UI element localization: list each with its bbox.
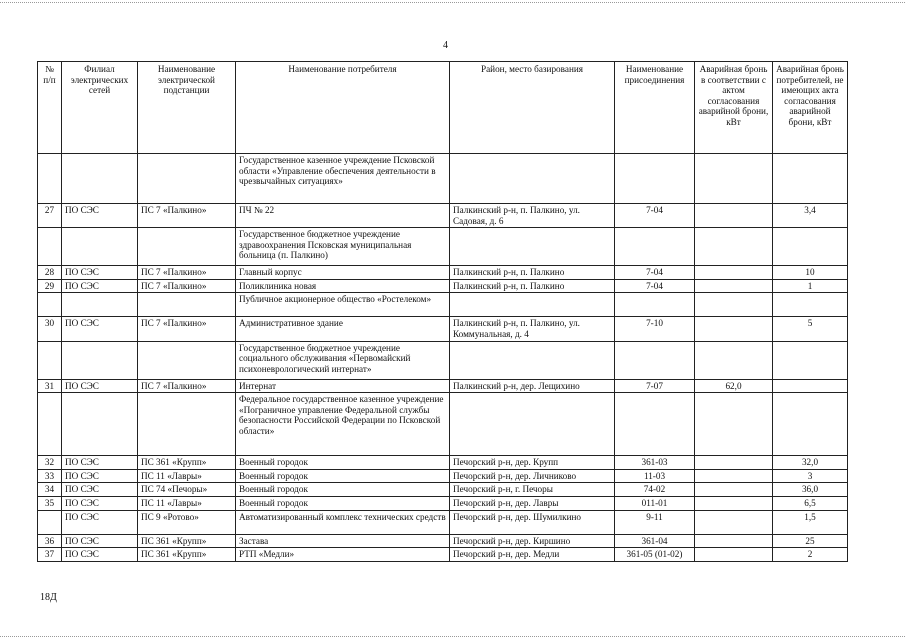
table-row xyxy=(38,266,848,280)
table-cell xyxy=(695,456,773,470)
table-cell xyxy=(138,293,236,317)
table-cell xyxy=(773,393,848,456)
table-cell xyxy=(695,341,773,379)
table-row xyxy=(38,279,848,293)
table-cell xyxy=(695,469,773,483)
table-cell: 7-04 xyxy=(615,279,695,293)
table-cell: 32,0 xyxy=(773,456,848,470)
table-cell: ПС 7 «Палкино» xyxy=(138,317,236,341)
table-cell xyxy=(615,228,695,266)
table-cell xyxy=(138,154,236,204)
table-row xyxy=(38,393,848,456)
table-row xyxy=(38,341,848,379)
table-cell xyxy=(38,154,62,204)
table-cell: 7-07 xyxy=(615,379,695,393)
table-cell xyxy=(615,154,695,204)
header-cell: Аварийная бронь потребителей, не имеющих акта согласования аварийной брони, кВт xyxy=(773,62,848,154)
table-cell xyxy=(450,393,615,456)
table-cell: ПС 361 «Крупп» xyxy=(138,456,236,470)
table-cell: 28 xyxy=(38,266,62,280)
table-cell: Печорский р-н, дер. Личниково xyxy=(450,469,615,483)
table-cell xyxy=(773,228,848,266)
table-cell: ПО СЭС xyxy=(62,266,138,280)
table-cell xyxy=(695,534,773,548)
table-cell xyxy=(695,266,773,280)
table-cell xyxy=(695,548,773,562)
table-cell: Федеральное государственное казенное учреждение «Пограничное управление Федеральной службы безопасности Российской Федерации по Псковской области» xyxy=(236,393,450,456)
table-cell: Палкинский р-н, п. Палкино, ул. Садовая, д. 6 xyxy=(450,204,615,228)
table-cell: 11-03 xyxy=(615,469,695,483)
table-cell xyxy=(62,228,138,266)
table-cell: ПО СЭС xyxy=(62,469,138,483)
table-cell xyxy=(450,228,615,266)
table-cell xyxy=(695,204,773,228)
footer-code: 18Д xyxy=(40,592,57,603)
table-row xyxy=(38,317,848,341)
table-cell xyxy=(38,228,62,266)
table-cell: 1,5 xyxy=(773,510,848,534)
table-row xyxy=(38,228,848,266)
table-row xyxy=(38,154,848,204)
table-cell: ПС 7 «Палкино» xyxy=(138,279,236,293)
consumer-table xyxy=(37,61,848,562)
table-header-row xyxy=(38,62,848,154)
header-cell: Наименование электрической подстанции xyxy=(138,62,236,154)
table-cell xyxy=(62,393,138,456)
table-cell: Поликлиника новая xyxy=(236,279,450,293)
table-cell xyxy=(62,341,138,379)
table-cell: Главный корпус xyxy=(236,266,450,280)
table-cell xyxy=(62,293,138,317)
table-cell xyxy=(615,293,695,317)
table-row xyxy=(38,293,848,317)
table-cell: 6,5 xyxy=(773,496,848,510)
table-cell xyxy=(695,510,773,534)
table-cell: ПС 361 «Крупп» xyxy=(138,548,236,562)
table-cell: 30 xyxy=(38,317,62,341)
table-cell: Палкинский р-н, дер. Лещихино xyxy=(450,379,615,393)
table-cell xyxy=(773,293,848,317)
table-cell: ПС 7 «Палкино» xyxy=(138,204,236,228)
table-cell: Административное здание xyxy=(236,317,450,341)
table-cell: ПС 9 «Ротово» xyxy=(138,510,236,534)
table-cell: 3 xyxy=(773,469,848,483)
table-cell xyxy=(450,293,615,317)
header-cell: Наименование потребителя xyxy=(236,62,450,154)
bottom-scan-line xyxy=(0,636,905,637)
table-cell xyxy=(138,393,236,456)
table-cell: ПЧ № 22 xyxy=(236,204,450,228)
table-cell: Печорский р-н, дер. Медли xyxy=(450,548,615,562)
table-row xyxy=(38,469,848,483)
table-cell xyxy=(450,154,615,204)
table-cell xyxy=(695,279,773,293)
table-cell: Печорский р-н, дер. Шумилкино xyxy=(450,510,615,534)
table-cell: Автоматизированный комплекс технических средств xyxy=(236,510,450,534)
table-cell: 7-04 xyxy=(615,204,695,228)
table-row xyxy=(38,456,848,470)
table-cell: Военный городок xyxy=(236,469,450,483)
table-cell: ПО СЭС xyxy=(62,510,138,534)
header-cell: Аварийная бронь в соответствии с актом согласования аварийной брони, кВт xyxy=(695,62,773,154)
table-row xyxy=(38,496,848,510)
table-cell xyxy=(695,483,773,497)
table-cell: Военный городок xyxy=(236,456,450,470)
table-cell: Палкинский р-н, п. Палкино xyxy=(450,279,615,293)
table-cell: 7-04 xyxy=(615,266,695,280)
table-cell: Печорский р-н, дер. Киршино xyxy=(450,534,615,548)
page-number: 4 xyxy=(443,40,448,51)
table-cell: 3,4 xyxy=(773,204,848,228)
table-row xyxy=(38,548,848,562)
table-cell xyxy=(138,228,236,266)
table-cell xyxy=(695,317,773,341)
table-cell: 33 xyxy=(38,469,62,483)
table-cell xyxy=(38,293,62,317)
table-cell: 29 xyxy=(38,279,62,293)
table-cell: Государственное бюджетное учреждение социального обслуживания «Первомайский психоневрологический интернат» xyxy=(236,341,450,379)
table-cell: 36,0 xyxy=(773,483,848,497)
table-cell: ПС 7 «Палкино» xyxy=(138,379,236,393)
table-cell: РТП «Медли» xyxy=(236,548,450,562)
table-cell xyxy=(773,341,848,379)
table-cell: 34 xyxy=(38,483,62,497)
table-cell: 5 xyxy=(773,317,848,341)
table-cell: ПО СЭС xyxy=(62,456,138,470)
table-cell: 74-02 xyxy=(615,483,695,497)
table-row xyxy=(38,379,848,393)
header-cell: Филиал электрических сетей xyxy=(62,62,138,154)
table-cell: ПС 11 «Лавры» xyxy=(138,496,236,510)
table-cell: 25 xyxy=(773,534,848,548)
table-cell: Палкинский р-н, п. Палкино xyxy=(450,266,615,280)
table-cell: 7-10 xyxy=(615,317,695,341)
table-cell: ПО СЭС xyxy=(62,496,138,510)
table-cell xyxy=(450,341,615,379)
table-cell: Государственное казенное учреждение Псковской области «Управление обеспечения деятельности в чрезвычайных ситуациях» xyxy=(236,154,450,204)
top-scan-line xyxy=(0,2,905,3)
header-cell: № п/п xyxy=(38,62,62,154)
table-cell xyxy=(695,496,773,510)
table-cell: 36 xyxy=(38,534,62,548)
header-cell: Район, место базирования xyxy=(450,62,615,154)
table-cell: Печорский р-н, г. Печоры xyxy=(450,483,615,497)
table-cell: ПО СЭС xyxy=(62,317,138,341)
table-cell: Публичное акционерное общество «Ростелеком» xyxy=(236,293,450,317)
table-cell xyxy=(695,154,773,204)
table-cell: 361-04 xyxy=(615,534,695,548)
table-cell: 011-01 xyxy=(615,496,695,510)
table-cell: Палкинский р-н, п. Палкино, ул. Коммунальная, д. 4 xyxy=(450,317,615,341)
table-cell: ПО СЭС xyxy=(62,379,138,393)
table-cell: ПО СЭС xyxy=(62,483,138,497)
table-cell xyxy=(615,341,695,379)
table-cell: 361-03 xyxy=(615,456,695,470)
table-cell: ПО СЭС xyxy=(62,204,138,228)
table-cell: ПС 7 «Палкино» xyxy=(138,266,236,280)
table-cell xyxy=(695,393,773,456)
table-cell: 361-05 (01-02) xyxy=(615,548,695,562)
table-cell: ПС 361 «Крупп» xyxy=(138,534,236,548)
table-cell: Печорский р-н, дер. Крупп xyxy=(450,456,615,470)
table-cell: 35 xyxy=(38,496,62,510)
table-cell xyxy=(615,393,695,456)
table-cell xyxy=(138,341,236,379)
table-cell: 2 xyxy=(773,548,848,562)
table-cell: ПС 11 «Лавры» xyxy=(138,469,236,483)
table-cell: Застава xyxy=(236,534,450,548)
table-cell: ПО СЭС xyxy=(62,279,138,293)
table-cell: Военный городок xyxy=(236,496,450,510)
table-row xyxy=(38,510,848,534)
table-cell xyxy=(38,393,62,456)
table-cell xyxy=(38,341,62,379)
table-cell: ПО СЭС xyxy=(62,548,138,562)
table-cell: Военный городок xyxy=(236,483,450,497)
table-row xyxy=(38,483,848,497)
table-cell: 32 xyxy=(38,456,62,470)
table-cell xyxy=(773,154,848,204)
table-cell: ПО СЭС xyxy=(62,534,138,548)
table-cell: 37 xyxy=(38,548,62,562)
table-row xyxy=(38,534,848,548)
table-cell xyxy=(62,154,138,204)
table-cell xyxy=(695,293,773,317)
table-cell: Государственное бюджетное учреждение здравоохранения Псковская муниципальная больница (п. Палкино) xyxy=(236,228,450,266)
table-cell: Печорский р-н, дер. Лавры xyxy=(450,496,615,510)
header-cell: Наименование присоединения xyxy=(615,62,695,154)
table-cell: 27 xyxy=(38,204,62,228)
table-cell: Интернат xyxy=(236,379,450,393)
table-cell: 10 xyxy=(773,266,848,280)
table-cell xyxy=(38,510,62,534)
table-cell: 1 xyxy=(773,279,848,293)
table-row xyxy=(38,204,848,228)
table-cell xyxy=(695,228,773,266)
table-cell: 31 xyxy=(38,379,62,393)
table-cell: ПС 74 «Печоры» xyxy=(138,483,236,497)
table-cell: 62,0 xyxy=(695,379,773,393)
table-cell xyxy=(773,379,848,393)
table-cell: 9-11 xyxy=(615,510,695,534)
